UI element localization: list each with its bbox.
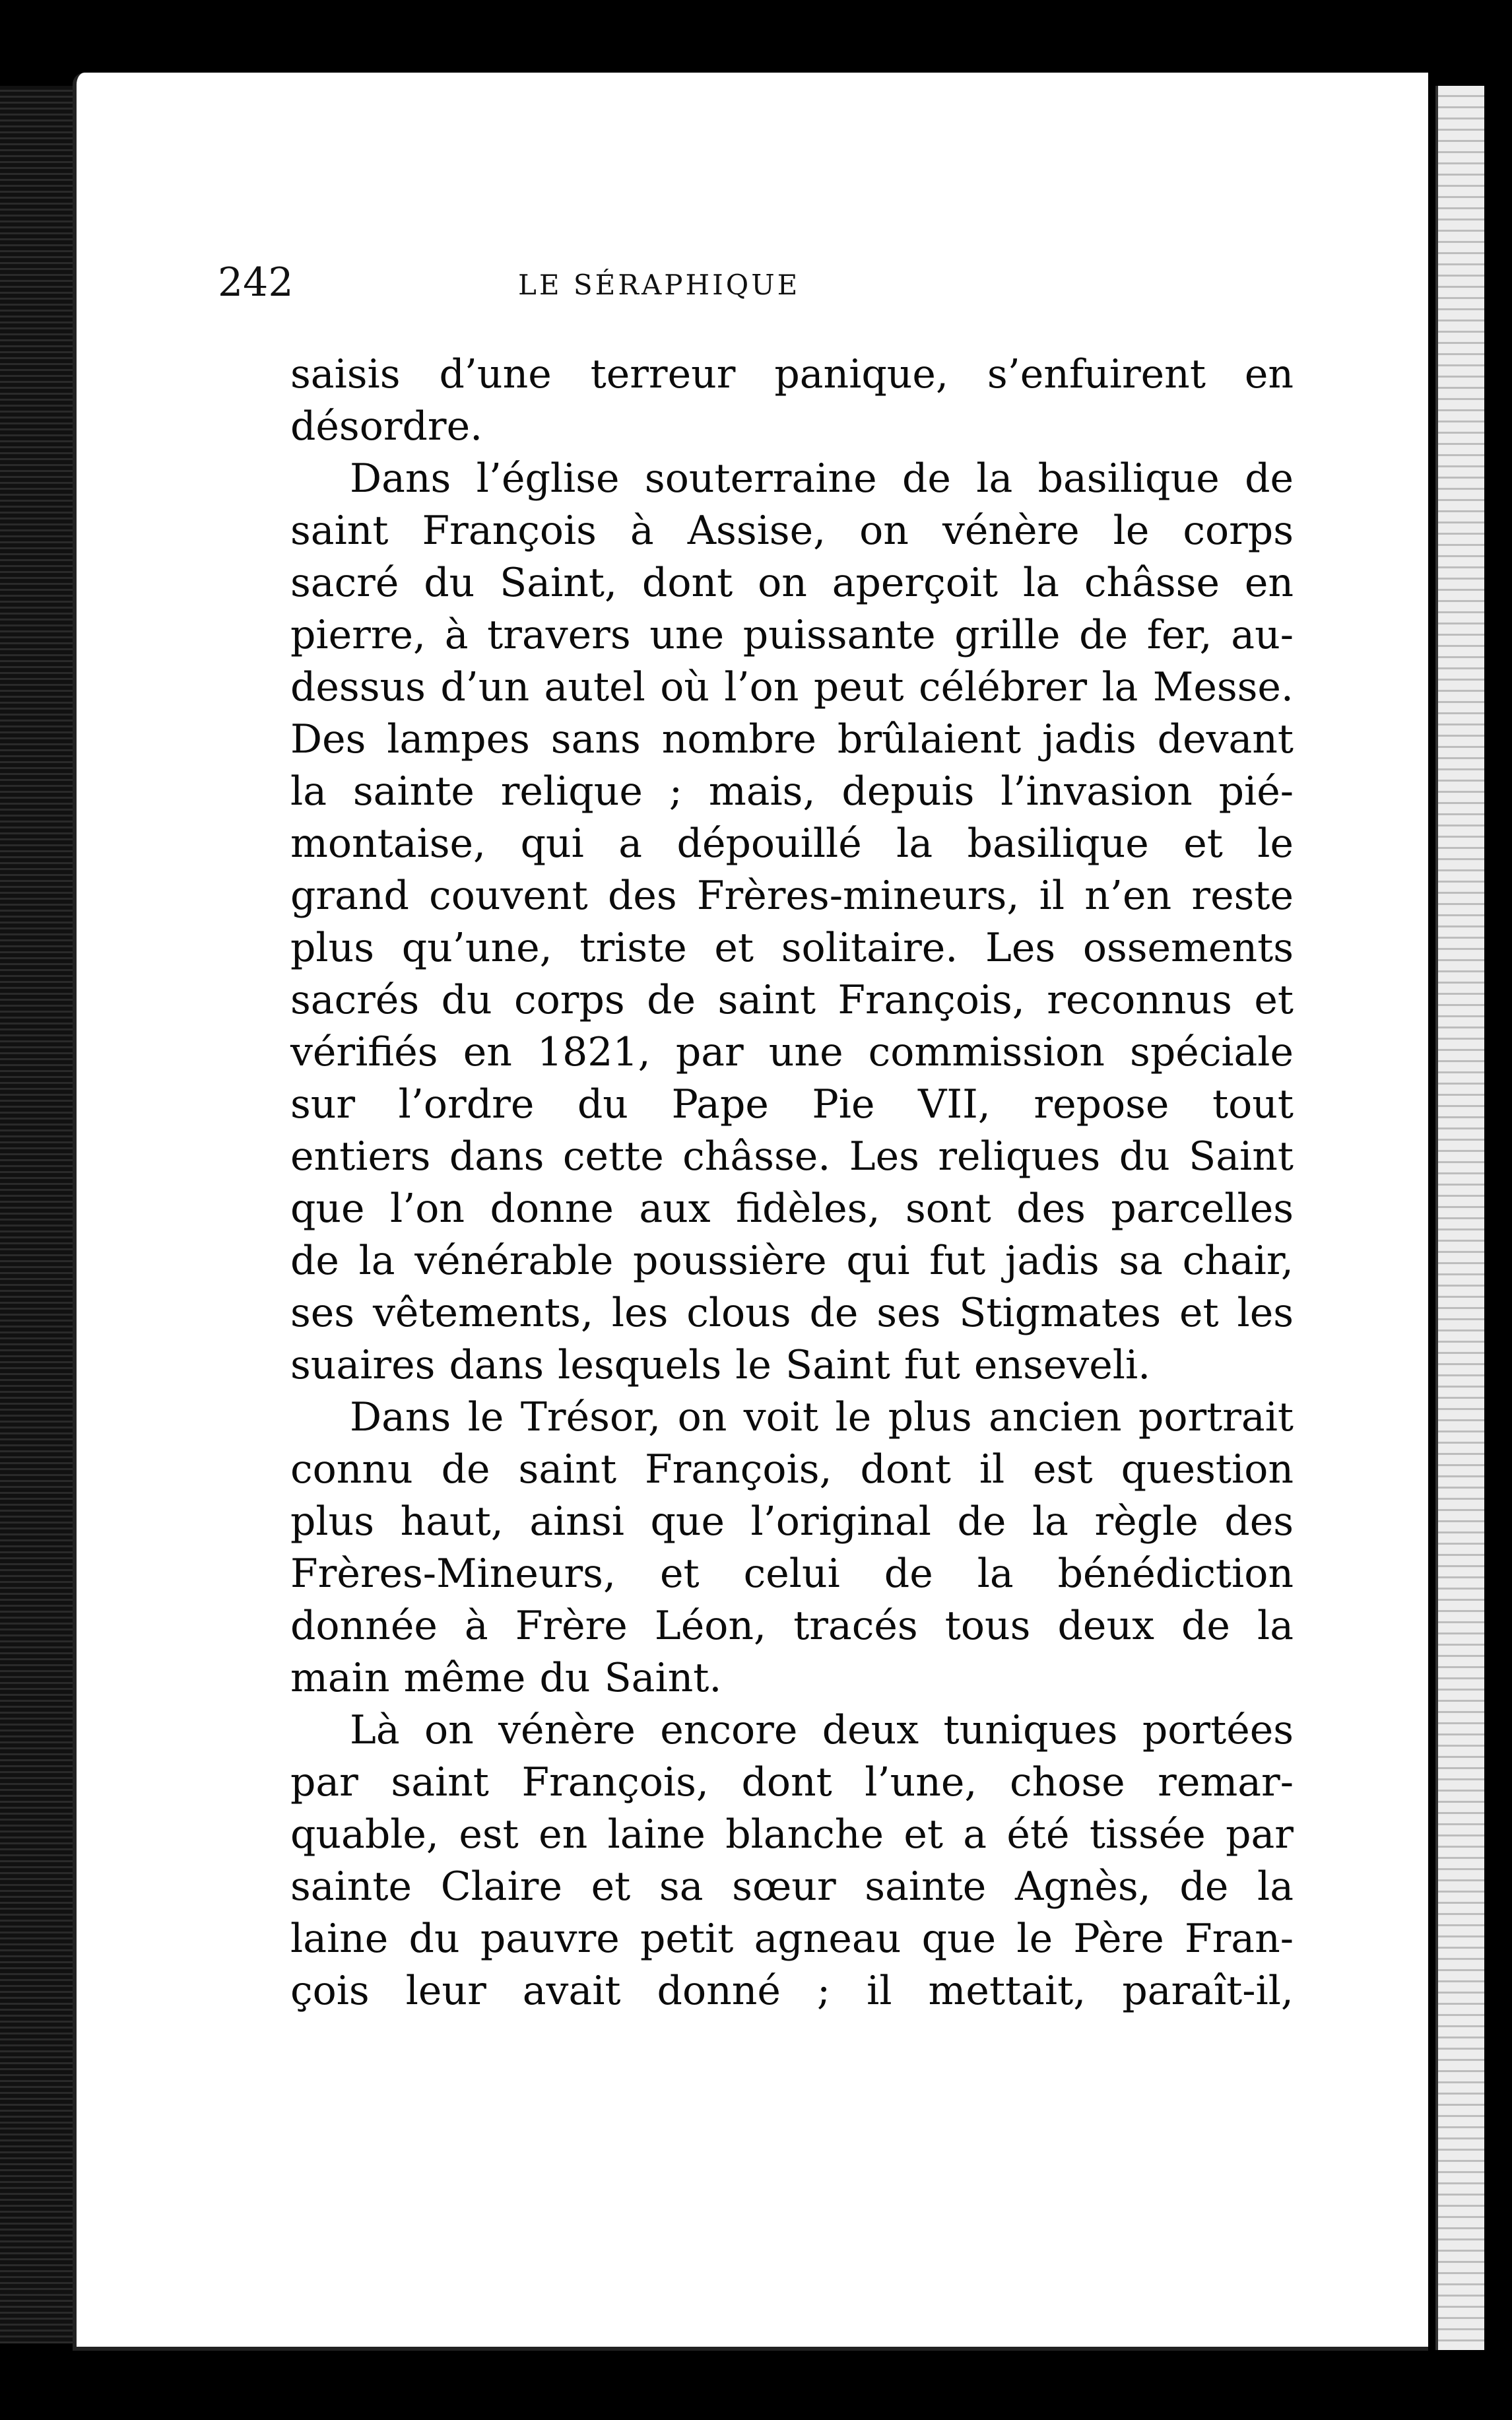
text-line: plus qu’une, triste et solitaire. Les ossements [290,925,1294,971]
text-line: connu de saint François, dont il est question [290,1446,1294,1493]
text-line: saint François à Assise, on vénère le corps [290,508,1294,554]
text-line: Là on vénère encore deux tuniques portées [350,1707,1294,1753]
text-line: suaires dans lesquels le Saint fut enseveli. [290,1342,1151,1388]
text-line: sacrés du corps de saint François, reconnus et [290,977,1294,1023]
text-line: grand couvent des Frères-mineurs, il n’en reste [290,873,1294,919]
text-line: sainte Claire et sa sœur sainte Agnès, de la [290,1864,1294,1910]
text-line: sacré du Saint, dont on aperçoit la châsse en [290,560,1294,606]
text-line: Des lampes sans nombre brûlaient jadis devant [290,716,1294,762]
text-line: entiers dans cette châsse. Les reliques du Saint [290,1133,1294,1180]
text-line: la sainte relique ; mais, depuis l’invasion pié- [290,768,1294,815]
text-line: ses vêtements, les clous de ses Stigmates et les [290,1290,1294,1336]
page-number: 242 [218,259,294,306]
text-line: sur l’ordre du Pape Pie VII, repose tout [290,1081,1294,1127]
text-line: que l’on donne aux fidèles, sont des parcelles [290,1186,1294,1232]
text-line: vérifiés en 1821, par une commission spéciale [290,1029,1294,1075]
text-line: saisis d’une terreur panique, s’enfuirent en [290,351,1294,397]
text-line: plus haut, ainsi que l’original de la règle des [290,1498,1294,1545]
running-head: LE SÉRAPHIQUE [518,269,801,301]
text-line: par saint François, dont l’une, chose remar- [290,1759,1294,1805]
page-stack-edge [1435,86,1484,2350]
text-line: quable, est en laine blanche et a été tissée par [290,1811,1294,1858]
text-line: désordre. [290,403,483,450]
text-line: laine du pauvre petit agneau que le Père Fran- [290,1916,1294,1962]
text-line: de la vénérable poussière qui fut jadis sa chair, [290,1238,1294,1284]
text-line: montaise, qui a dépouillé la basilique et le [290,821,1294,867]
text-line: çois leur avait donné ; il mettait, paraît-il, [290,1968,1294,2014]
text-line: dessus d’un autel où l’on peut célébrer la Messe. [290,664,1294,710]
text-line: donnée à Frère Léon, tracés tous deux de la [290,1603,1294,1649]
book-spine-edge [0,86,73,2343]
text-line: pierre, à travers une puissante grille de fer, au- [290,612,1294,658]
page-header [218,259,944,306]
body-text [290,349,1294,2017]
text-line: main même du Saint. [290,1655,722,1701]
text-line: Frères-Mineurs, et celui de la bénédiction [290,1551,1294,1597]
text-line: Dans le Trésor, on voit le plus ancien portrait [350,1394,1294,1440]
text-line: Dans l’église souterraine de la basilique de [350,455,1294,502]
